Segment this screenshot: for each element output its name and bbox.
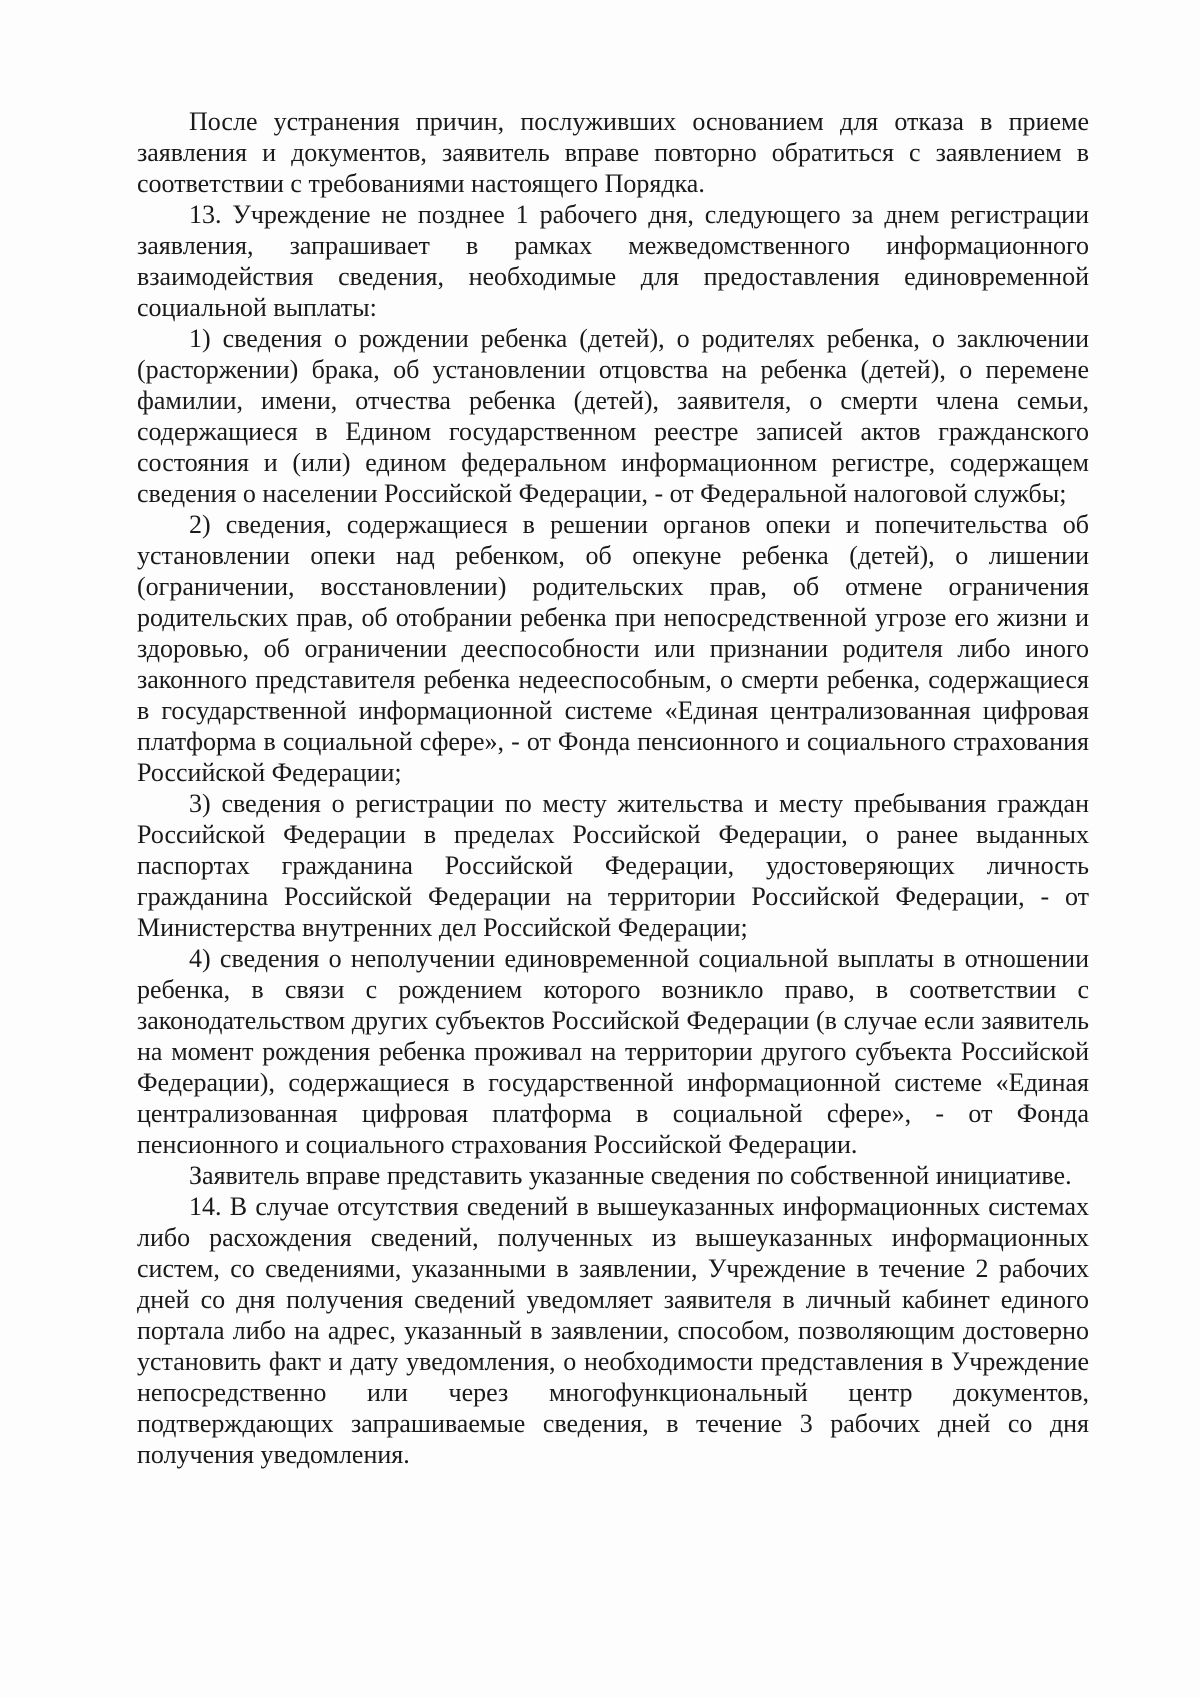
paragraph-13-item-3: 3) сведения о регистрации по месту жительства и месту пребывания граждан Российской Федерации в пределах Российской Федерации, о ранее выданных паспортах гражданина Российской Федерации, удостоверяющих личность гражданина Российской Федерации на территории Российской Федерации, - от Министерства внутренних дел Российской Федерации; <box>137 789 1089 942</box>
paragraph-13-item-1: 1) сведения о рождении ребенка (детей), о родителях ребенка, о заключении (расторжении) брака, об установлении отцовства на ребенка (детей), о перемене фамилии, имени, отчества ребенка (детей), заявителя, о смерти члена семьи, содержащиеся в Едином государственном реестре записей актов гражданского состояния и (или) едином федеральном информационном регистре, содержащем сведения о населении Российской Федерации, - от Федеральной налоговой службы; <box>137 324 1089 508</box>
document-body <box>137 106 1089 1470</box>
paragraph-13-item-2: 2) сведения, содержащиеся в решении органов опеки и попечительства об установлении опеки над ребенком, об опекуне ребенка (детей), о лишении (ограничении, восстановлении) родительских прав, об отмене ограничения родительских прав, об отобрании ребенка при непосредственной угрозе его жизни и здоровью, об ограничении дееспособности или признании родителя либо иного законного представителя ребенка недееспособным, о смерти ребенка, содержащиеся в государственной информационной системе «Единая централизованная цифровая платформа в социальной сфере», - от Фонда пенсионного и социального страхования Российской Федерации; <box>137 510 1089 787</box>
paragraph-own-initiative: Заявитель вправе представить указанные сведения по собственной инициативе. <box>189 1161 1072 1190</box>
paragraph-reapply: После устранения причин, послуживших основанием для отказа в приеме заявления и документов, заявитель вправе повторно обратиться с заявлением в соответствии с требованиями настоящего Порядка. <box>137 107 1089 198</box>
paragraph-14: 14. В случае отсутствия сведений в вышеуказанных информационных системах либо расхождения сведений, полученных из вышеуказанных информационных систем, со сведениями, указанными в заявлении, Учреждение в течение 2 рабочих дней со дня получения сведений уведомляет заявителя в личный кабинет единого портала либо на адрес, указанный в заявлении, способом, позволяющим достоверно установить факт и дату уведомления, о необходимости представления в Учреждение непосредственно или через многофункциональный центр документов, подтверждающих запрашиваемые сведения, в течение 3 рабочих дней со дня получения уведомления. <box>137 1192 1089 1469</box>
paragraph-13-item-4: 4) сведения о неполучении единовременной социальной выплаты в отношении ребенка, в связи с рождением которого возникло право, в соответствии с законодательством других субъектов Российской Федерации (в случае если заявитель на момент рождения ребенка проживал на территории другого субъекта Российской Федерации), содержащиеся в государственной информационной системе «Единая централизованная цифровая платформа в социальной сфере», - от Фонда пенсионного и социального страхования Российской Федерации. <box>137 944 1089 1159</box>
paragraph-13: 13. Учреждение не позднее 1 рабочего дня, следующего за днем регистрации заявления, запрашивает в рамках межведомственного информационного взаимодействия сведения, необходимые для предоставления единовременной социальной выплаты: <box>137 200 1089 322</box>
